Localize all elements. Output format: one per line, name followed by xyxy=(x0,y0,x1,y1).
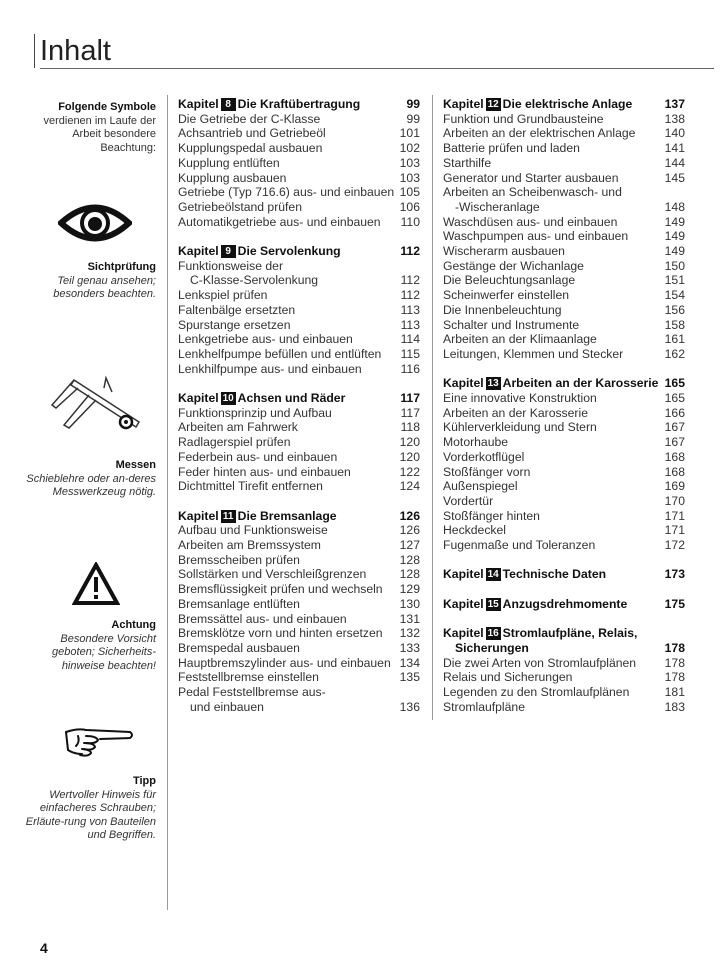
toc-entry-page: 133 xyxy=(399,640,420,655)
toc-entry-page: 120 xyxy=(399,449,420,464)
toc-entry-page: 140 xyxy=(664,126,685,141)
toc-entry-page: 131 xyxy=(399,611,420,626)
chapter-heading[interactable] xyxy=(178,244,420,259)
chapter-label: Kapitel xyxy=(178,508,219,523)
toc-entry-page: 113 xyxy=(400,317,420,332)
toc-entry-page: 141 xyxy=(664,141,685,156)
toc-entry-text: Arbeiten am Bremssystem xyxy=(178,538,321,553)
toc-entry-text-continuation: C-Klasse-Servolenkung xyxy=(190,273,319,288)
toc-entry-text: Dichtmittel Tirefit entfernen xyxy=(178,479,323,494)
toc-column-left xyxy=(178,97,420,714)
toc-entry[interactable] xyxy=(178,347,420,362)
toc-entry-page: 178 xyxy=(664,655,685,670)
toc-entry-text: Vordertür xyxy=(443,493,494,508)
toc-entry-page: 127 xyxy=(399,538,420,553)
toc-entry-page: 118 xyxy=(400,420,420,435)
chapter-number-badge: 16 xyxy=(487,628,499,640)
toc-entry[interactable] xyxy=(443,229,685,244)
toc-entry[interactable] xyxy=(443,318,685,333)
toc-entry[interactable] xyxy=(443,347,685,362)
toc-entry-text: Hauptbremszylinder aus- und einbauen xyxy=(178,655,391,670)
toc-entry-text: Bremsflüssigkeit prüfen und wechseln xyxy=(178,582,383,597)
toc-entry-page: 167 xyxy=(664,435,685,450)
toc-entry-text: Die zwei Arten von Stromlaufplänen xyxy=(443,655,637,670)
toc-entry-text: Waschdüsen aus- und einbauen xyxy=(443,214,618,229)
toc-entry[interactable] xyxy=(178,200,420,215)
chapter-label: Kapitel xyxy=(443,97,484,111)
toc-entry[interactable] xyxy=(178,656,420,671)
chapter-title: Die Bremsanlage xyxy=(237,508,337,523)
toc-entry-page: 126 xyxy=(399,523,420,538)
toc-entry-page: 183 xyxy=(664,699,685,714)
chapter-title-group xyxy=(443,97,632,112)
toc-entry[interactable] xyxy=(443,185,685,200)
toc-entry-page: 166 xyxy=(664,405,685,420)
toc-entry[interactable] xyxy=(443,494,685,509)
symbol-title: Sichtprüfung xyxy=(87,261,156,273)
toc-entry-text: Legenden zu den Stromlaufplänen xyxy=(443,685,630,700)
chapter-title-group xyxy=(443,376,658,391)
toc-entry-text: Starthilfe xyxy=(443,155,492,170)
chapter-number-badge: 13 xyxy=(487,378,499,390)
toc-entry-text: Lenkhelfpumpe befüllen und entlüften xyxy=(178,346,382,361)
toc-entry[interactable] xyxy=(443,523,685,538)
chapter-number-badge: 11 xyxy=(221,510,236,523)
page-title: Inhalt xyxy=(34,34,111,68)
toc-entry-continuation[interactable] xyxy=(443,200,685,215)
chapter-number-badge: 14 xyxy=(487,569,499,581)
page-number: 4 xyxy=(40,940,48,956)
symbol-messen xyxy=(20,459,156,500)
toc-entry-page: 101 xyxy=(399,126,420,141)
toc-entry-text: Wischerarm ausbauen xyxy=(443,244,565,259)
toc-entry[interactable] xyxy=(443,171,685,186)
toc-entry-text: Feder hinten aus- und einbauen xyxy=(178,464,351,479)
chapter-title-group xyxy=(178,509,337,524)
toc-entry[interactable] xyxy=(178,670,420,685)
toc-entry[interactable] xyxy=(178,126,420,141)
header-rule xyxy=(40,68,714,69)
toc-entry-page: 128 xyxy=(399,567,420,582)
toc-entry-text: Getriebe (Typ 716.6) aus- und einbauen xyxy=(178,185,395,200)
toc-entry-page: 120 xyxy=(399,435,420,450)
symbol-description: Besondere Vorsicht geboten; Sicherheits-hinweise beachten! xyxy=(52,632,156,672)
toc-entry-text: Kühlerverkleidung und Stern xyxy=(443,420,597,435)
chapter-title: Die Servolenkung xyxy=(237,244,341,259)
chapter-title-continuation: Sicherungen xyxy=(455,640,529,655)
toc-entry-text: Generator und Starter ausbauen xyxy=(443,170,619,185)
toc-entry-text: Arbeiten an Scheibenwasch- und xyxy=(443,185,622,200)
toc-entry[interactable] xyxy=(178,685,420,700)
toc-entry[interactable] xyxy=(443,303,685,318)
chapter-title-group xyxy=(178,244,341,259)
toc-entry-page: 158 xyxy=(664,317,685,332)
toc-entry-text-continuation: und einbauen xyxy=(190,699,264,714)
toc-entry-text: Bremspedal ausbauen xyxy=(178,640,300,655)
toc-entry[interactable] xyxy=(178,597,420,612)
toc-entry-page: 103 xyxy=(399,155,420,170)
chapter-heading[interactable] xyxy=(443,97,685,112)
toc-entry-page: 130 xyxy=(399,596,420,611)
toc-entry[interactable] xyxy=(443,420,685,435)
toc-entry[interactable] xyxy=(443,670,685,685)
toc-entry-page: 162 xyxy=(664,346,685,361)
toc-entry-page: 99 xyxy=(406,111,420,126)
toc-entry-text: Pedal Feststellbremse aus- xyxy=(178,685,326,700)
toc-entry[interactable] xyxy=(178,259,420,274)
toc-entry-page: 154 xyxy=(664,288,685,303)
toc-entry-page: 110 xyxy=(400,214,420,229)
chapter-title: Die Kraftübertragung xyxy=(237,97,361,111)
symbol-title: Achtung xyxy=(111,619,156,631)
chapter-page: 126 xyxy=(399,508,420,523)
symbol-title: Messen xyxy=(115,459,156,471)
toc-entry[interactable] xyxy=(178,318,420,333)
toc-entry-page: 178 xyxy=(664,670,685,685)
symbol-description: Teil genau ansehen; besonders beachten. xyxy=(53,274,156,300)
toc-entry[interactable] xyxy=(178,553,420,568)
toc-entry-text: Schalter und Instrumente xyxy=(443,317,580,332)
toc-entry-page: 117 xyxy=(400,405,420,420)
symbol-achtung xyxy=(20,619,156,673)
toc-entry[interactable] xyxy=(443,112,685,127)
toc-entry-page: 149 xyxy=(664,214,685,229)
toc-entry[interactable] xyxy=(178,435,420,450)
pointing-hand-icon xyxy=(64,724,136,760)
toc-entry-text: Spurstange ersetzen xyxy=(178,317,291,332)
toc-entry-page: 105 xyxy=(399,185,420,200)
chapter-label: Kapitel xyxy=(178,97,219,111)
toc-entry-page: 138 xyxy=(664,111,685,126)
toc-entry-page: 167 xyxy=(664,420,685,435)
toc-entry-page: 132 xyxy=(399,626,420,641)
toc-entry-text: Kupplungspedal ausbauen xyxy=(178,141,323,156)
toc-entry[interactable] xyxy=(443,465,685,480)
toc-entry-text: Kupplung ausbauen xyxy=(178,170,287,185)
toc-entry-page: 113 xyxy=(400,302,420,317)
symbols-intro-text: verdienen im Laufe der Arbeit besondere Beachtung: xyxy=(43,114,156,154)
toc-entry-text: Aufbau und Funktionsweise xyxy=(178,523,328,538)
toc-entry-text: Bremssättel aus- und einbauen xyxy=(178,611,347,626)
toc-entry-text: Funktionsprinzip und Aufbau xyxy=(178,405,332,420)
toc-entry-text: Relais und Sicherungen xyxy=(443,670,573,685)
chapter-page: 165 xyxy=(664,376,685,391)
toc-entry[interactable] xyxy=(443,685,685,700)
toc-entry[interactable] xyxy=(443,406,685,421)
toc-entry-page: 168 xyxy=(664,464,685,479)
toc-entry[interactable] xyxy=(178,406,420,421)
toc-entry-page: 106 xyxy=(399,199,420,214)
toc-entry-page: 135 xyxy=(399,670,420,685)
toc-entry-page: 144 xyxy=(664,155,685,170)
toc-entry[interactable] xyxy=(443,391,685,406)
chapter-title: Arbeiten an der Karosserie xyxy=(502,376,659,391)
symbol-description: Wertvoller Hinweis für einfacheres Schrauben; Erläute-rung von Bauteilen und Begriffen. xyxy=(25,788,156,841)
toc-entry-text: Die Innenbeleuchtung xyxy=(443,302,562,317)
chapter-title-group xyxy=(443,626,637,641)
toc-entry-continuation[interactable] xyxy=(178,700,420,715)
chapter-label: Kapitel xyxy=(178,391,219,406)
toc-entry-text: Außenspiegel xyxy=(443,479,518,494)
chapter-page: 173 xyxy=(664,567,685,582)
toc-entry-text: Sollstärken und Verschleißgrenzen xyxy=(178,567,367,582)
toc-entry-page: 124 xyxy=(399,479,420,494)
toc-entry[interactable] xyxy=(178,362,420,377)
chapter-page: 178 xyxy=(664,640,685,655)
toc-entry[interactable] xyxy=(178,465,420,480)
toc-entry[interactable] xyxy=(178,171,420,186)
toc-entry-page: 134 xyxy=(399,655,420,670)
toc-entry-text-continuation: -Wischeranlage xyxy=(455,199,540,214)
toc-entry-page: 145 xyxy=(664,170,685,185)
toc-entry[interactable] xyxy=(443,700,685,715)
chapter-number-badge: 10 xyxy=(222,393,234,405)
toc-entry[interactable] xyxy=(178,420,420,435)
toc-entry-text: Funktionsweise der xyxy=(178,258,283,273)
toc-column-right xyxy=(443,97,685,714)
toc-entry-text: Bremsklötze vorn und hinten ersetzen xyxy=(178,626,383,641)
chapter-title-group xyxy=(178,97,360,112)
symbols-intro-title: Folgende Symbole xyxy=(58,101,156,113)
toc-entry[interactable] xyxy=(443,332,685,347)
toc-entry-page: 168 xyxy=(664,449,685,464)
toc-entry-text: Stoßfänger hinten xyxy=(443,508,540,523)
toc-entry[interactable] xyxy=(443,244,685,259)
toc-entry[interactable] xyxy=(178,156,420,171)
toc-entry[interactable] xyxy=(443,656,685,671)
toc-entry-page: 172 xyxy=(664,538,685,553)
chapter-title: Die elektrische Anlage xyxy=(502,97,633,111)
toc-entry-text: Lenkhilfpumpe aus- und einbauen xyxy=(178,361,362,376)
toc-entry-page: 102 xyxy=(399,141,420,156)
toc-entry-page: 181 xyxy=(664,685,685,700)
toc-entry-page: 156 xyxy=(664,302,685,317)
toc-entry-text: Heckdeckel xyxy=(443,523,506,538)
toc-entry[interactable] xyxy=(443,538,685,553)
chapter-page: 112 xyxy=(400,244,420,259)
toc-entry-text: Arbeiten an der elektrischen Anlage xyxy=(443,126,636,141)
chapter-title-group xyxy=(443,567,606,582)
chapter-heading[interactable] xyxy=(443,376,685,391)
toc-entry[interactable] xyxy=(443,450,685,465)
chapter-heading-continuation[interactable] xyxy=(443,641,685,656)
toc-entry-text: Arbeiten an der Karosserie xyxy=(443,405,588,420)
toc-entry-text: Funktion und Grundbausteine xyxy=(443,111,604,126)
symbol-sichtpruefung xyxy=(20,261,156,302)
caliper-icon xyxy=(44,370,144,440)
toc-entry-text: Scheinwerfer einstellen xyxy=(443,288,570,303)
toc-entry-page: 170 xyxy=(664,493,685,508)
toc-entry[interactable] xyxy=(443,156,685,171)
toc-entry[interactable] xyxy=(443,141,685,156)
toc-entry[interactable] xyxy=(178,303,420,318)
toc-entry-page: 149 xyxy=(664,244,685,259)
chapter-heading[interactable] xyxy=(178,509,420,524)
toc-entry-text: Radlagerspiel prüfen xyxy=(178,435,291,450)
toc-entry-page: 112 xyxy=(400,273,420,288)
chapter-page: 99 xyxy=(406,97,420,111)
chapter-page: 137 xyxy=(664,97,685,111)
toc-entry-page: 151 xyxy=(664,273,685,288)
chapter-title: Achsen und Räder xyxy=(237,391,346,406)
toc-entry[interactable] xyxy=(178,582,420,597)
toc-entry[interactable] xyxy=(443,288,685,303)
toc-entry-text: Die Beleuchtungsanlage xyxy=(443,273,576,288)
chapter-heading[interactable] xyxy=(443,567,685,582)
toc-entry-text: Bremsscheiben prüfen xyxy=(178,552,300,567)
toc-entry-text: Federbein aus- und einbauen xyxy=(178,449,338,464)
chapter-label: Kapitel xyxy=(443,567,484,582)
toc-entry[interactable] xyxy=(443,435,685,450)
toc-entry[interactable] xyxy=(178,112,420,127)
toc-entry[interactable] xyxy=(178,626,420,641)
chapter-number-badge: 9 xyxy=(221,245,236,258)
chapter-number-badge: 15 xyxy=(487,598,499,610)
toc-entry-page: 148 xyxy=(664,199,685,214)
chapter-title: Technische Daten xyxy=(502,567,607,582)
toc-entry[interactable] xyxy=(178,523,420,538)
toc-entry[interactable] xyxy=(443,479,685,494)
toc-entry-page: 165 xyxy=(664,391,685,406)
toc-entry[interactable] xyxy=(178,641,420,656)
toc-entry-text: Eine innovative Konstruktion xyxy=(443,391,597,406)
toc-entry-page: 112 xyxy=(400,288,420,303)
toc-entry-page: 161 xyxy=(664,332,685,347)
toc-entry-page: 116 xyxy=(400,361,420,376)
toc-entry[interactable] xyxy=(443,273,685,288)
toc-entry[interactable] xyxy=(178,332,420,347)
symbols-intro xyxy=(20,101,156,155)
toc-entry[interactable] xyxy=(178,612,420,627)
chapter-number-badge: 8 xyxy=(221,98,236,111)
toc-entry[interactable] xyxy=(178,141,420,156)
toc-entry-text: Vorderkotflügel xyxy=(443,449,525,464)
toc-entry[interactable] xyxy=(178,567,420,582)
toc-entry-text: Automatikgetriebe aus- und einbauen xyxy=(178,214,381,229)
toc-entry-continuation[interactable] xyxy=(178,273,420,288)
toc-entry-page: 136 xyxy=(399,699,420,714)
symbol-description: Schieblehre oder an-deres Messwerkzeug nötig. xyxy=(26,472,156,498)
toc-entry-text: Lenkspiel prüfen xyxy=(178,288,268,303)
warning-triangle-icon xyxy=(72,562,120,606)
chapter-title: Stromlaufpläne, Relais, xyxy=(502,626,638,641)
chapter-page: 175 xyxy=(664,596,685,611)
chapter-heading[interactable] xyxy=(178,97,420,112)
chapter-heading[interactable] xyxy=(443,597,685,612)
toc-entry-text: Arbeiten am Fahrwerk xyxy=(178,420,298,435)
symbol-tipp xyxy=(20,775,156,843)
chapter-label: Kapitel xyxy=(443,626,484,641)
chapter-title-group xyxy=(443,597,627,612)
toc-entry-page: 115 xyxy=(400,346,420,361)
toc-entry-text: Die Getriebe der C-Klasse xyxy=(178,111,321,126)
toc-entry-page: 114 xyxy=(400,332,420,347)
toc-entry-text: Stoßfänger vorn xyxy=(443,464,531,479)
toc-entry-text: Leitungen, Klemmen und Stecker xyxy=(443,346,624,361)
chapter-page: 117 xyxy=(400,391,420,406)
toc-entry-page: 169 xyxy=(664,479,685,494)
toc-entry[interactable] xyxy=(178,215,420,230)
toc-entry[interactable] xyxy=(178,288,420,303)
toc-entry[interactable] xyxy=(443,509,685,524)
toc-entry[interactable] xyxy=(178,185,420,200)
toc-entry-page: 171 xyxy=(664,523,685,538)
toc-entry-text: Fugenmaße und Toleranzen xyxy=(443,538,596,553)
chapter-heading[interactable] xyxy=(443,626,685,641)
symbol-title: Tipp xyxy=(132,775,156,787)
toc-entry-page: 171 xyxy=(664,508,685,523)
toc-entry-page: 103 xyxy=(399,170,420,185)
chapter-heading[interactable] xyxy=(178,391,420,406)
chapter-title-group xyxy=(178,391,345,406)
toc-entry-page: 128 xyxy=(399,552,420,567)
toc-entry-page: 150 xyxy=(664,258,685,273)
chapter-number-badge: 12 xyxy=(487,99,499,110)
toc-entry[interactable] xyxy=(443,215,685,230)
column-divider xyxy=(432,95,433,720)
toc-entry[interactable] xyxy=(178,450,420,465)
chapter-label: Kapitel xyxy=(178,244,219,259)
toc-entry[interactable] xyxy=(443,126,685,141)
toc-entry[interactable] xyxy=(443,259,685,274)
toc-entry-text: Gestänge der Wichanlage xyxy=(443,258,584,273)
toc-entry-text: Kupplung entlüften xyxy=(178,155,280,170)
toc-entry-text: Lenkgetriebe aus- und einbauen xyxy=(178,332,353,347)
chapter-label: Kapitel xyxy=(443,596,484,611)
toc-entry-text: Feststellbremse einstellen xyxy=(178,670,319,685)
toc-entry-text: Getriebeölstand prüfen xyxy=(178,199,302,214)
toc-entry-text: Motorhaube xyxy=(443,435,509,450)
toc-entry-page: 122 xyxy=(399,464,420,479)
toc-entry-page: 149 xyxy=(664,229,685,244)
toc-entry-text: Bremsanlage entlüften xyxy=(178,596,300,611)
toc-entry-text: Arbeiten an der Klimaanlage xyxy=(443,332,597,347)
chapter-title: Anzugsdrehmomente xyxy=(502,596,628,611)
toc-entry-text: Faltenbälge ersetzten xyxy=(178,302,296,317)
sidebar-divider xyxy=(167,95,168,910)
toc-entry-text: Waschpumpen aus- und einbauen xyxy=(443,229,629,244)
toc-entry[interactable] xyxy=(178,479,420,494)
eye-icon xyxy=(58,200,132,246)
toc-entry[interactable] xyxy=(178,538,420,553)
toc-entry-text: Batterie prüfen und laden xyxy=(443,141,580,156)
toc-entry-text: Achsantrieb und Getriebeöl xyxy=(178,126,326,141)
chapter-label: Kapitel xyxy=(443,376,484,391)
toc-entry-page: 129 xyxy=(399,582,420,597)
toc-entry-text: Stromlaufpläne xyxy=(443,699,525,714)
